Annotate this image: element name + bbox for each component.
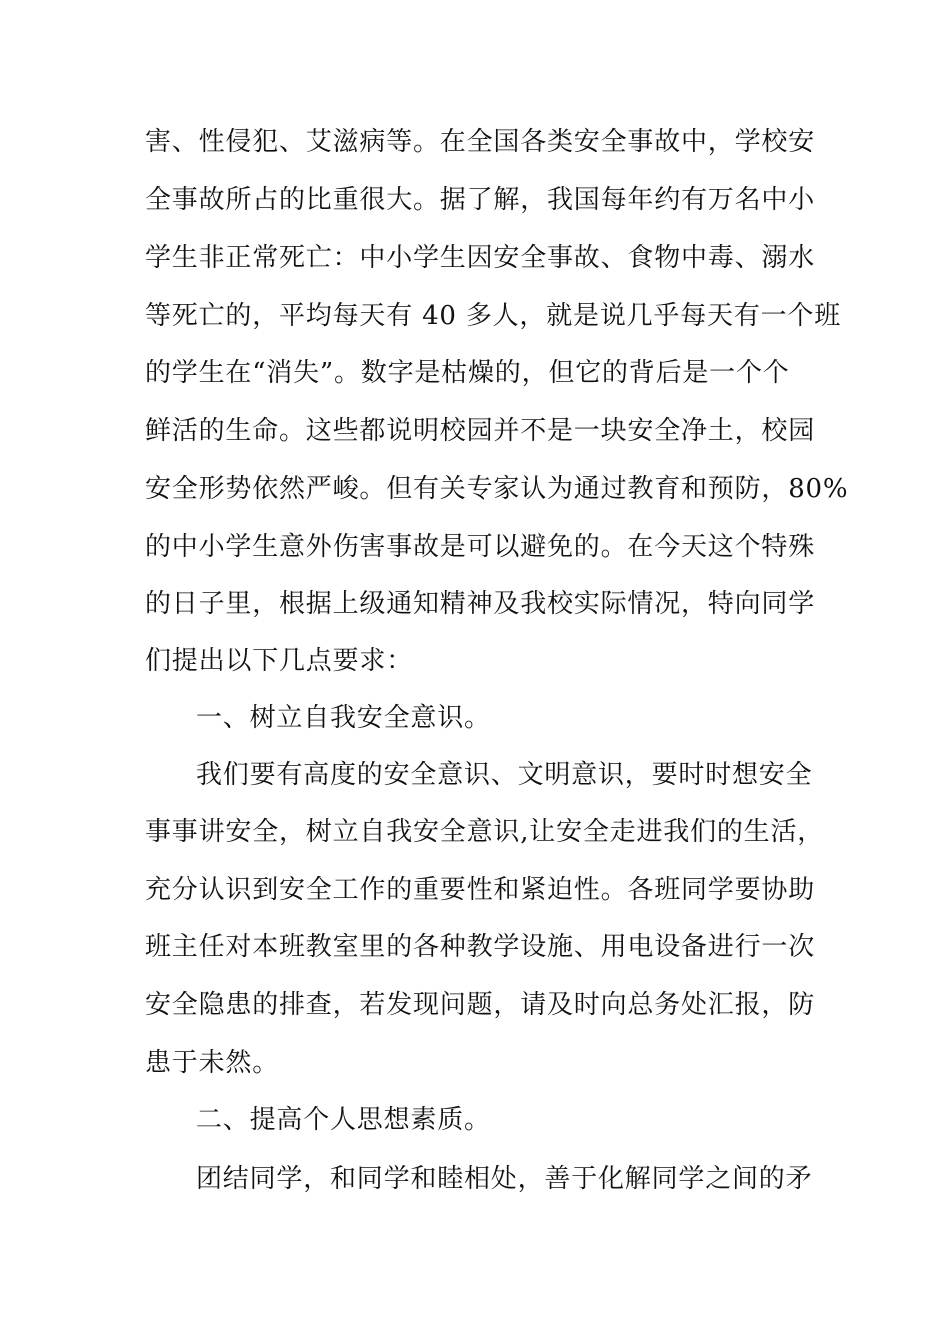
text-line: 等死亡的，平均每天有 40 多人，就是说几乎每天有一个班	[145, 301, 842, 331]
text-line: 患于未然。	[145, 1048, 280, 1078]
text-line: 安全隐患的排查，若发现问题，请及时向总务处汇报，防	[145, 990, 816, 1020]
text-line: 事事讲安全，树立自我安全意识,让安全走进我们的生活，	[145, 817, 825, 847]
text-line: 鲜活的生命。这些都说明校园并不是一块安全净土，校园	[145, 416, 816, 446]
text-line: 的学生在“消失”。数字是枯燥的，但它的背后是一个个	[145, 358, 790, 388]
text-line: 全事故所占的比重很大。据了解，我国每年约有万名中小	[145, 185, 816, 215]
text-line: 学生非正常死亡：中小学生因安全事故、食物中毒、溺水	[145, 243, 816, 273]
text-line: 团结同学，和同学和睦相处，善于化解同学之间的矛	[196, 1164, 813, 1194]
text-line: 班主任对本班教室里的各种教学设施、用电设备进行一次	[145, 932, 816, 962]
section-heading: 一、树立自我安全意识。	[196, 703, 491, 733]
text-line: 充分认识到安全工作的重要性和紧迫性。各班同学要协助	[145, 875, 816, 905]
section-heading: 二、提高个人思想素质。	[196, 1105, 491, 1135]
text-line: 害、性侵犯、艾滋病等。在全国各类安全事故中，学校安	[145, 127, 816, 157]
text-line: 的中小学生意外伤害事故是可以避免的。在今天这个特殊	[145, 532, 816, 562]
text-line: 我们要有高度的安全意识、文明意识，要时时想安全	[196, 760, 813, 790]
text-line: 们提出以下几点要求：	[145, 646, 414, 676]
text-line: 的日子里，根据上级通知精神及我校实际情况，特向同学	[145, 589, 816, 619]
text-line: 安全形势依然严峻。但有关专家认为通过教育和预防，80%	[145, 474, 849, 504]
